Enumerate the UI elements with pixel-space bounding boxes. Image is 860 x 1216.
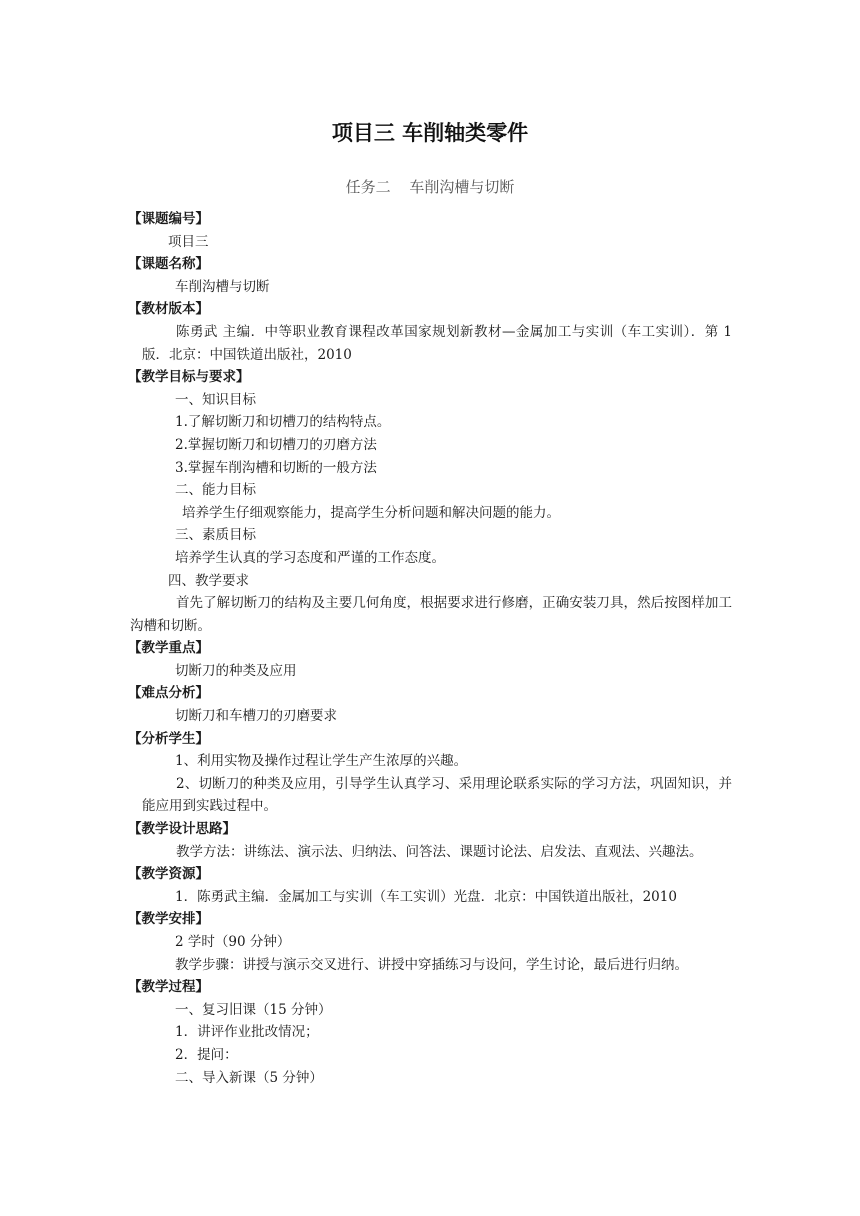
heading-difficulty: 【难点分析】 [128,685,209,702]
quality-goal-text: 培养学生认真的学习态度和严谨的工作态度。 [175,549,445,566]
key-points-text: 切断刀的种类及应用 [175,662,297,679]
difficulty-text: 切断刀和车槽刀的刃磨要求 [175,708,337,725]
teaching-requirements-text: 首先了解切断刀的结构及主要几何角度，根据要求进行修磨，正确安装刀具，然后按图样加工沟槽和切断。 [130,595,732,634]
heading-process: 【教学过程】 [128,979,209,996]
teaching-requirements-title: 四、教学要求 [168,572,249,589]
students-item: 1、利用实物及操作过程让学生产生浓厚的兴趣。 [175,753,468,770]
schedule-steps: 教学步骤：讲授与演示交叉进行、讲授中穿插练习与设问，学生讨论，最后进行归纳。 [175,956,688,973]
process-item: 2．提问： [175,1046,238,1063]
document-subtitle: 任务二 车削沟槽与切断 [345,178,515,196]
heading-textbook: 【教材版本】 [128,301,209,318]
process-item: 一、复习旧课（15 分钟） [175,1001,332,1018]
resources-text: 1．陈勇武主编．金属加工与实训（车工实训）光盘．北京：中国铁道出版社，2010 [175,888,677,905]
document-title: 项目三 车削轴类零件 [331,121,529,145]
knowledge-goal-item: 1.了解切断刀和切槽刀的结构特点。 [175,414,391,431]
knowledge-goal-item: 2.掌握切断刀和切槽刀的刃磨方法 [175,436,377,453]
schedule-hours: 2 学时（90 分钟） [175,934,291,950]
ability-goal-title: 二、能力目标 [175,482,256,499]
topic-no-text: 项目三 [168,233,209,250]
ability-goal-text: 培养学生仔细观察能力，提高学生分析问题和解决问题的能力。 [182,504,560,521]
heading-schedule: 【教学安排】 [128,911,209,928]
heading-resources: 【教学资源】 [128,866,209,883]
process-item: 二、导入新课（5 分钟） [175,1069,323,1086]
heading-goals: 【教学目标与要求】 [128,369,250,386]
topic-name-text: 车削沟槽与切断 [175,278,270,295]
heading-topic-no: 【课题编号】 [128,211,209,227]
textbook-text: 陈勇武 主编．中等职业教育课程改革国家规划新教材—金属加工与实训（车工实训）．第 1 版．北京：中国铁道出版社，2010 [142,323,732,363]
process-item: 1．讲评作业批改情况； [175,1024,319,1041]
heading-students: 【分析学生】 [128,730,209,747]
heading-topic-name: 【课题名称】 [128,256,209,273]
quality-goal-title: 三、素质目标 [175,527,256,544]
heading-design: 【教学设计思路】 [128,821,236,838]
knowledge-goal-item: 3.掌握车削沟槽和切断的一般方法 [175,459,377,476]
students-item: 2、切断刀的种类及应用，引导学生认真学习、采用理论联系实际的学习方法，巩固知识，并能应用到实践过程中。 [142,775,732,815]
knowledge-goal-title: 一、知识目标 [175,391,256,408]
document-body [130,208,732,1089]
heading-key-points: 【教学重点】 [128,640,209,657]
design-text: 教学方法：讲练法、演示法、归纳法、问答法、课题讨论法、启发法、直观法、兴趣法。 [176,843,703,860]
